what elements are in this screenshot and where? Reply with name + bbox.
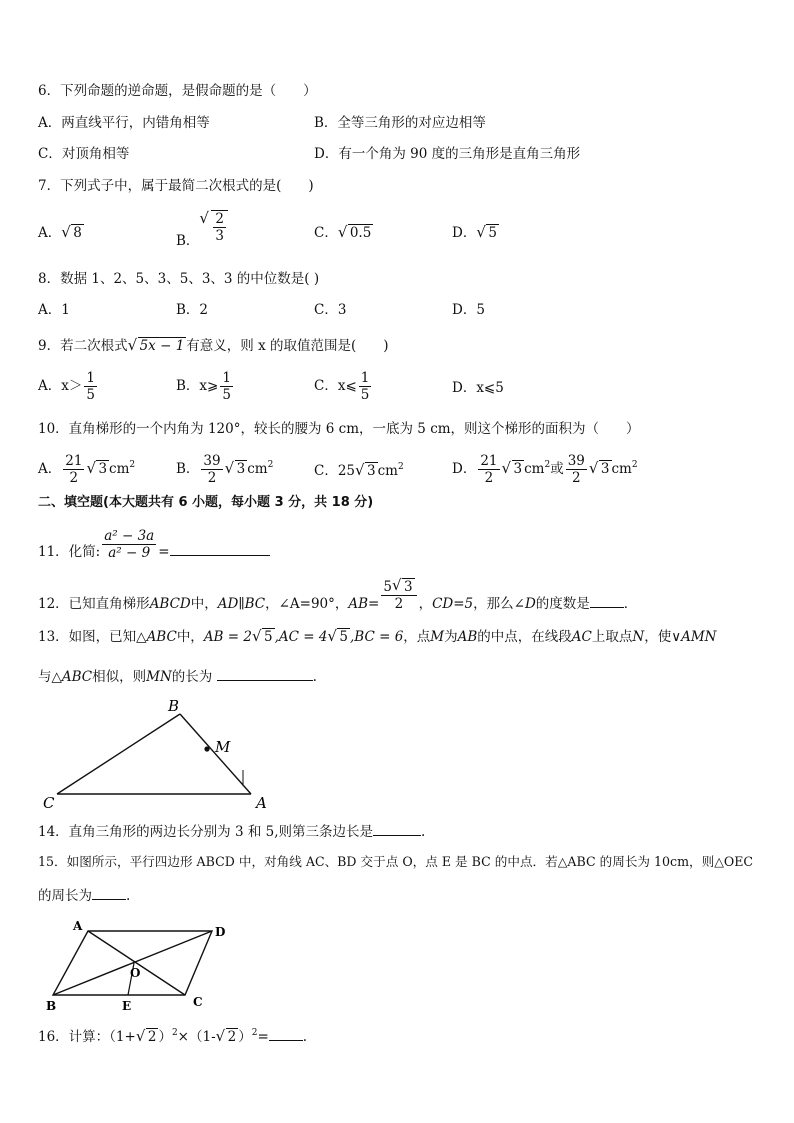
q11 xyxy=(38,528,270,561)
q10-d-fraction-2 xyxy=(566,453,587,486)
q10-b-fraction xyxy=(201,453,222,486)
denominator: 2 xyxy=(572,470,581,486)
q12-pre: 12．已知直角梯形 xyxy=(38,595,150,612)
q12-end: ． xyxy=(623,595,638,612)
q6-option-c: C．对顶角相等 xyxy=(38,146,130,162)
q16-answer-blank[interactable] xyxy=(269,1026,303,1041)
q15-line1: 15．如图所示，平行四边形 ABCD 中，对角线 AC、BD 交于点 O，点 E 是 BC 的中点．若△ABC 的周长为 10cm，则△OEC xyxy=(38,854,754,869)
q9-stem-pre: 9．若二次根式 xyxy=(38,338,128,354)
q12-ab: AB= xyxy=(348,595,380,612)
radicand: 3 xyxy=(600,461,610,477)
q8-option-b: B．2 xyxy=(176,302,209,318)
label-a: A xyxy=(256,794,267,812)
sqrt-symbol xyxy=(129,337,187,355)
q12-text: 中， xyxy=(190,595,218,612)
unit: cm xyxy=(524,461,545,477)
q13-line1 xyxy=(38,628,716,646)
exponent: 2 xyxy=(398,462,404,472)
q9-b-fraction xyxy=(220,370,233,403)
q13-segment-ac: AC xyxy=(571,629,592,645)
q7-d-radicand: 5 xyxy=(488,225,497,241)
q10-d-fraction-1 xyxy=(478,453,499,486)
q15-text: 的周长为 xyxy=(38,888,92,904)
exponent: 2 xyxy=(251,1028,258,1038)
section-heading: 二、填空题(本大题共有 6 小题，每小题 3 分，共 18 分) xyxy=(38,495,374,510)
radicand: 3 xyxy=(403,579,413,595)
point-m xyxy=(204,746,209,751)
q7-option-c xyxy=(314,224,373,242)
q11-label: 11．化简: xyxy=(38,544,101,560)
q13-line2 xyxy=(38,666,317,686)
q10-a-label: A． xyxy=(38,461,62,477)
q9-b-label: B．x⩾ xyxy=(176,378,219,394)
denominator: a² − 9 xyxy=(108,545,151,561)
unit: cm xyxy=(377,463,398,479)
q13-text: 中， xyxy=(176,629,204,645)
numerator: 1 xyxy=(360,370,370,386)
exponent: 2 xyxy=(631,460,638,470)
numerator: 39 xyxy=(567,453,585,469)
q7-d-label: D． xyxy=(452,225,477,241)
q7-stem: 7．下列式子中，属于最简二次根式的是( ) xyxy=(38,178,314,194)
q13-text: 相似，则 xyxy=(92,669,147,685)
exponent: 2 xyxy=(129,460,136,470)
sqrt-symbol xyxy=(477,224,499,242)
sqrt-symbol xyxy=(503,460,525,478)
label-c: C xyxy=(193,995,203,1009)
sqrt-symbol xyxy=(62,224,84,242)
q16-end: . xyxy=(302,1029,308,1045)
q13-text: ，点 xyxy=(403,629,431,645)
q13-ac: ,AC = 4 xyxy=(274,629,328,645)
sqrt-symbol xyxy=(253,628,275,646)
q10-d-or: 或 xyxy=(550,461,564,477)
q13-triangle: ABC xyxy=(146,629,177,645)
q13-ab: AB = 2 xyxy=(203,629,252,645)
q10-c-coef: 25 xyxy=(337,463,356,479)
sqrt-symbol xyxy=(590,460,612,478)
q6-option-b: B．全等三角形的对应边相等 xyxy=(314,115,486,131)
q9-c-label: C．x⩽ xyxy=(314,378,357,394)
q12-angle-a: ，∠A=90°， xyxy=(265,595,349,612)
sqrt-symbol xyxy=(87,460,109,478)
q16-text: ） xyxy=(238,1029,252,1045)
sqrt-symbol xyxy=(226,460,248,478)
denominator: 2 xyxy=(207,470,217,486)
q12 xyxy=(38,578,637,612)
unit: cm xyxy=(611,461,632,477)
label-o: O xyxy=(130,966,141,980)
q6-option-a: A．两直线平行，内错角相等 xyxy=(38,115,210,131)
q9-stem xyxy=(38,337,389,355)
q13-text: ，使 xyxy=(644,629,672,645)
q10-b-label: B． xyxy=(176,461,200,477)
q12-text: ，那么∠ xyxy=(473,595,525,612)
q12-answer-blank[interactable] xyxy=(590,593,624,608)
denominator: 5 xyxy=(222,387,231,403)
segment-cb xyxy=(57,714,180,794)
denominator: 2 xyxy=(69,470,79,486)
unit: cm xyxy=(109,461,130,477)
q14-text: 14．直角三角形的两边长分别为 3 和 5,则第三条边长是 xyxy=(38,824,374,840)
q7-c-label: C． xyxy=(314,225,338,241)
q7-b-numerator: √ 2 xyxy=(215,211,225,227)
q9-option-c xyxy=(314,370,373,403)
q13-text: 的中点，在线段 xyxy=(477,629,572,645)
label-b: B xyxy=(46,999,57,1013)
equals-sign: = xyxy=(257,1029,269,1045)
radicand: 3 xyxy=(367,463,376,479)
q8-stem: 8．数据 1、2、5、3、5、3、3 的中位数是( ) xyxy=(38,271,320,287)
q9-a-label: A．x＞ xyxy=(38,378,83,394)
q11-fraction xyxy=(102,528,156,561)
q13-end: . xyxy=(312,669,317,685)
denominator: 5 xyxy=(86,387,95,403)
radicand: 3 xyxy=(236,461,246,477)
q11-answer-blank[interactable] xyxy=(170,541,270,556)
q8-option-c: C．3 xyxy=(314,302,347,318)
q12-shape-name: ABCD xyxy=(149,595,191,612)
q14 xyxy=(38,821,425,841)
q8-option-a: A．1 xyxy=(38,302,70,318)
q13-bc: ,BC = 6 xyxy=(350,629,404,645)
triangle-figure xyxy=(40,696,280,812)
radicand: 3 xyxy=(513,461,523,477)
q7-a-radicand: 8 xyxy=(73,225,82,241)
q12-text: ， xyxy=(418,595,433,612)
label-d: D xyxy=(215,925,226,939)
q8-option-d: D．5 xyxy=(452,302,485,318)
q16-text: 16．计算：（1+ xyxy=(38,1029,136,1045)
q13-text: 上取点 xyxy=(591,629,633,645)
exponent: 2 xyxy=(544,460,551,470)
sqrt-symbol xyxy=(393,578,415,595)
numerator: 21 xyxy=(65,453,83,469)
denominator: 2 xyxy=(394,596,404,612)
parallelogram-figure xyxy=(40,914,240,1014)
sqrt-symbol xyxy=(356,462,378,480)
sqrt-symbol xyxy=(328,628,350,646)
label-a: A xyxy=(73,919,83,933)
denominator: 5 xyxy=(360,387,370,403)
unit: cm xyxy=(247,461,268,477)
q9-c-fraction xyxy=(359,370,372,403)
numerator: 21 xyxy=(480,453,498,469)
q7-b-denominator: 3 xyxy=(215,228,225,244)
q10-stem: 10．直角梯形的一个内角为 120°，较长的腰为 6 cm，一底为 5 cm，则这个梯形的面积为（ ） xyxy=(38,421,640,437)
label-c: C xyxy=(43,794,55,812)
q10-option-a xyxy=(38,453,135,486)
label-m: M xyxy=(215,738,231,756)
q12-parallel: AD∥BC xyxy=(217,595,266,612)
radicand: 5 xyxy=(263,629,273,645)
q14-end: . xyxy=(421,824,426,840)
q9-stem-post: 有意义，则 x 的取值范围是( ) xyxy=(186,338,389,354)
q9-a-fraction xyxy=(84,370,97,403)
q13-segment-ab: AB xyxy=(457,629,478,645)
diagonal-ac xyxy=(88,931,185,995)
numerator: 39 xyxy=(203,453,221,469)
q13-text: 与△ xyxy=(38,669,62,685)
radicand: 2 xyxy=(147,1029,157,1045)
q12-text: 的度数是 xyxy=(535,595,590,612)
q10-option-d xyxy=(452,453,638,486)
q7-option-b xyxy=(176,210,228,249)
q13-text: 为 xyxy=(444,629,458,645)
q10-d-label: D． xyxy=(452,461,477,477)
q16 xyxy=(38,1026,307,1046)
q6-stem: 6．下列命题的逆命题，是假命题的是（ ） xyxy=(38,83,317,99)
q16-text: ） xyxy=(158,1029,172,1045)
q13-segment-mn: MN xyxy=(146,669,172,685)
q6-option-d: D．有一个角为 90 度的三角形是直角三角形 xyxy=(314,146,581,162)
q12-fraction xyxy=(381,578,416,612)
numerator: 1 xyxy=(86,370,95,386)
q13-answer-blank[interactable] xyxy=(217,666,313,681)
q14-answer-blank[interactable] xyxy=(373,821,421,836)
radicand: 2 xyxy=(227,1029,237,1045)
label-e: E xyxy=(122,999,132,1013)
q7-option-a xyxy=(38,224,84,242)
sqrt-symbol xyxy=(217,1028,239,1046)
q7-option-d xyxy=(452,224,499,242)
exponent: 2 xyxy=(267,460,274,470)
q13-triangle: ABC xyxy=(61,669,93,685)
q13-text: 13．如图，已知△ xyxy=(38,629,147,645)
numerator: a² − 3a xyxy=(104,528,155,544)
denominator: 2 xyxy=(484,470,494,486)
q13-point-m: M xyxy=(430,629,445,645)
numerator-coef: 5 xyxy=(383,579,392,595)
sqrt-symbol xyxy=(137,1028,159,1046)
q15-line2 xyxy=(38,885,130,905)
q15-answer-blank[interactable] xyxy=(92,885,126,900)
q10-c-label: C． xyxy=(314,463,338,479)
q7-c-radicand: 0.5 xyxy=(349,225,372,241)
diagonal-bd xyxy=(53,931,212,995)
q13-point-n: N xyxy=(632,629,645,645)
q7-b-label: B． xyxy=(176,233,200,249)
q13-text: 的长为 xyxy=(171,669,213,685)
radicand: 3 xyxy=(98,461,108,477)
exponent: 2 xyxy=(171,1028,178,1038)
q10-option-c xyxy=(314,462,404,480)
q12-cd: CD=5 xyxy=(432,595,474,612)
q9-option-a xyxy=(38,370,99,403)
label-b: B xyxy=(168,697,180,715)
q12-angle-d: D xyxy=(524,595,536,612)
sqrt-symbol xyxy=(200,210,228,244)
radicand: 5 xyxy=(339,629,349,645)
q10-option-b xyxy=(176,453,273,486)
q15-end: . xyxy=(126,888,131,904)
q9-option-d: D．x⩽5 xyxy=(452,380,504,396)
q7-a-label: A． xyxy=(38,225,62,241)
q16-text: ×（1- xyxy=(177,1029,216,1045)
numerator: 1 xyxy=(222,370,231,386)
q10-a-fraction xyxy=(63,453,84,486)
q7-b-fraction xyxy=(213,211,226,244)
q9-option-b xyxy=(176,370,235,403)
sqrt-symbol xyxy=(339,224,373,242)
q9-radicand: 5x − 1 xyxy=(139,338,185,354)
equals-sign: = xyxy=(158,544,170,560)
q13-triangle-amn: ∨AMN xyxy=(671,629,717,645)
